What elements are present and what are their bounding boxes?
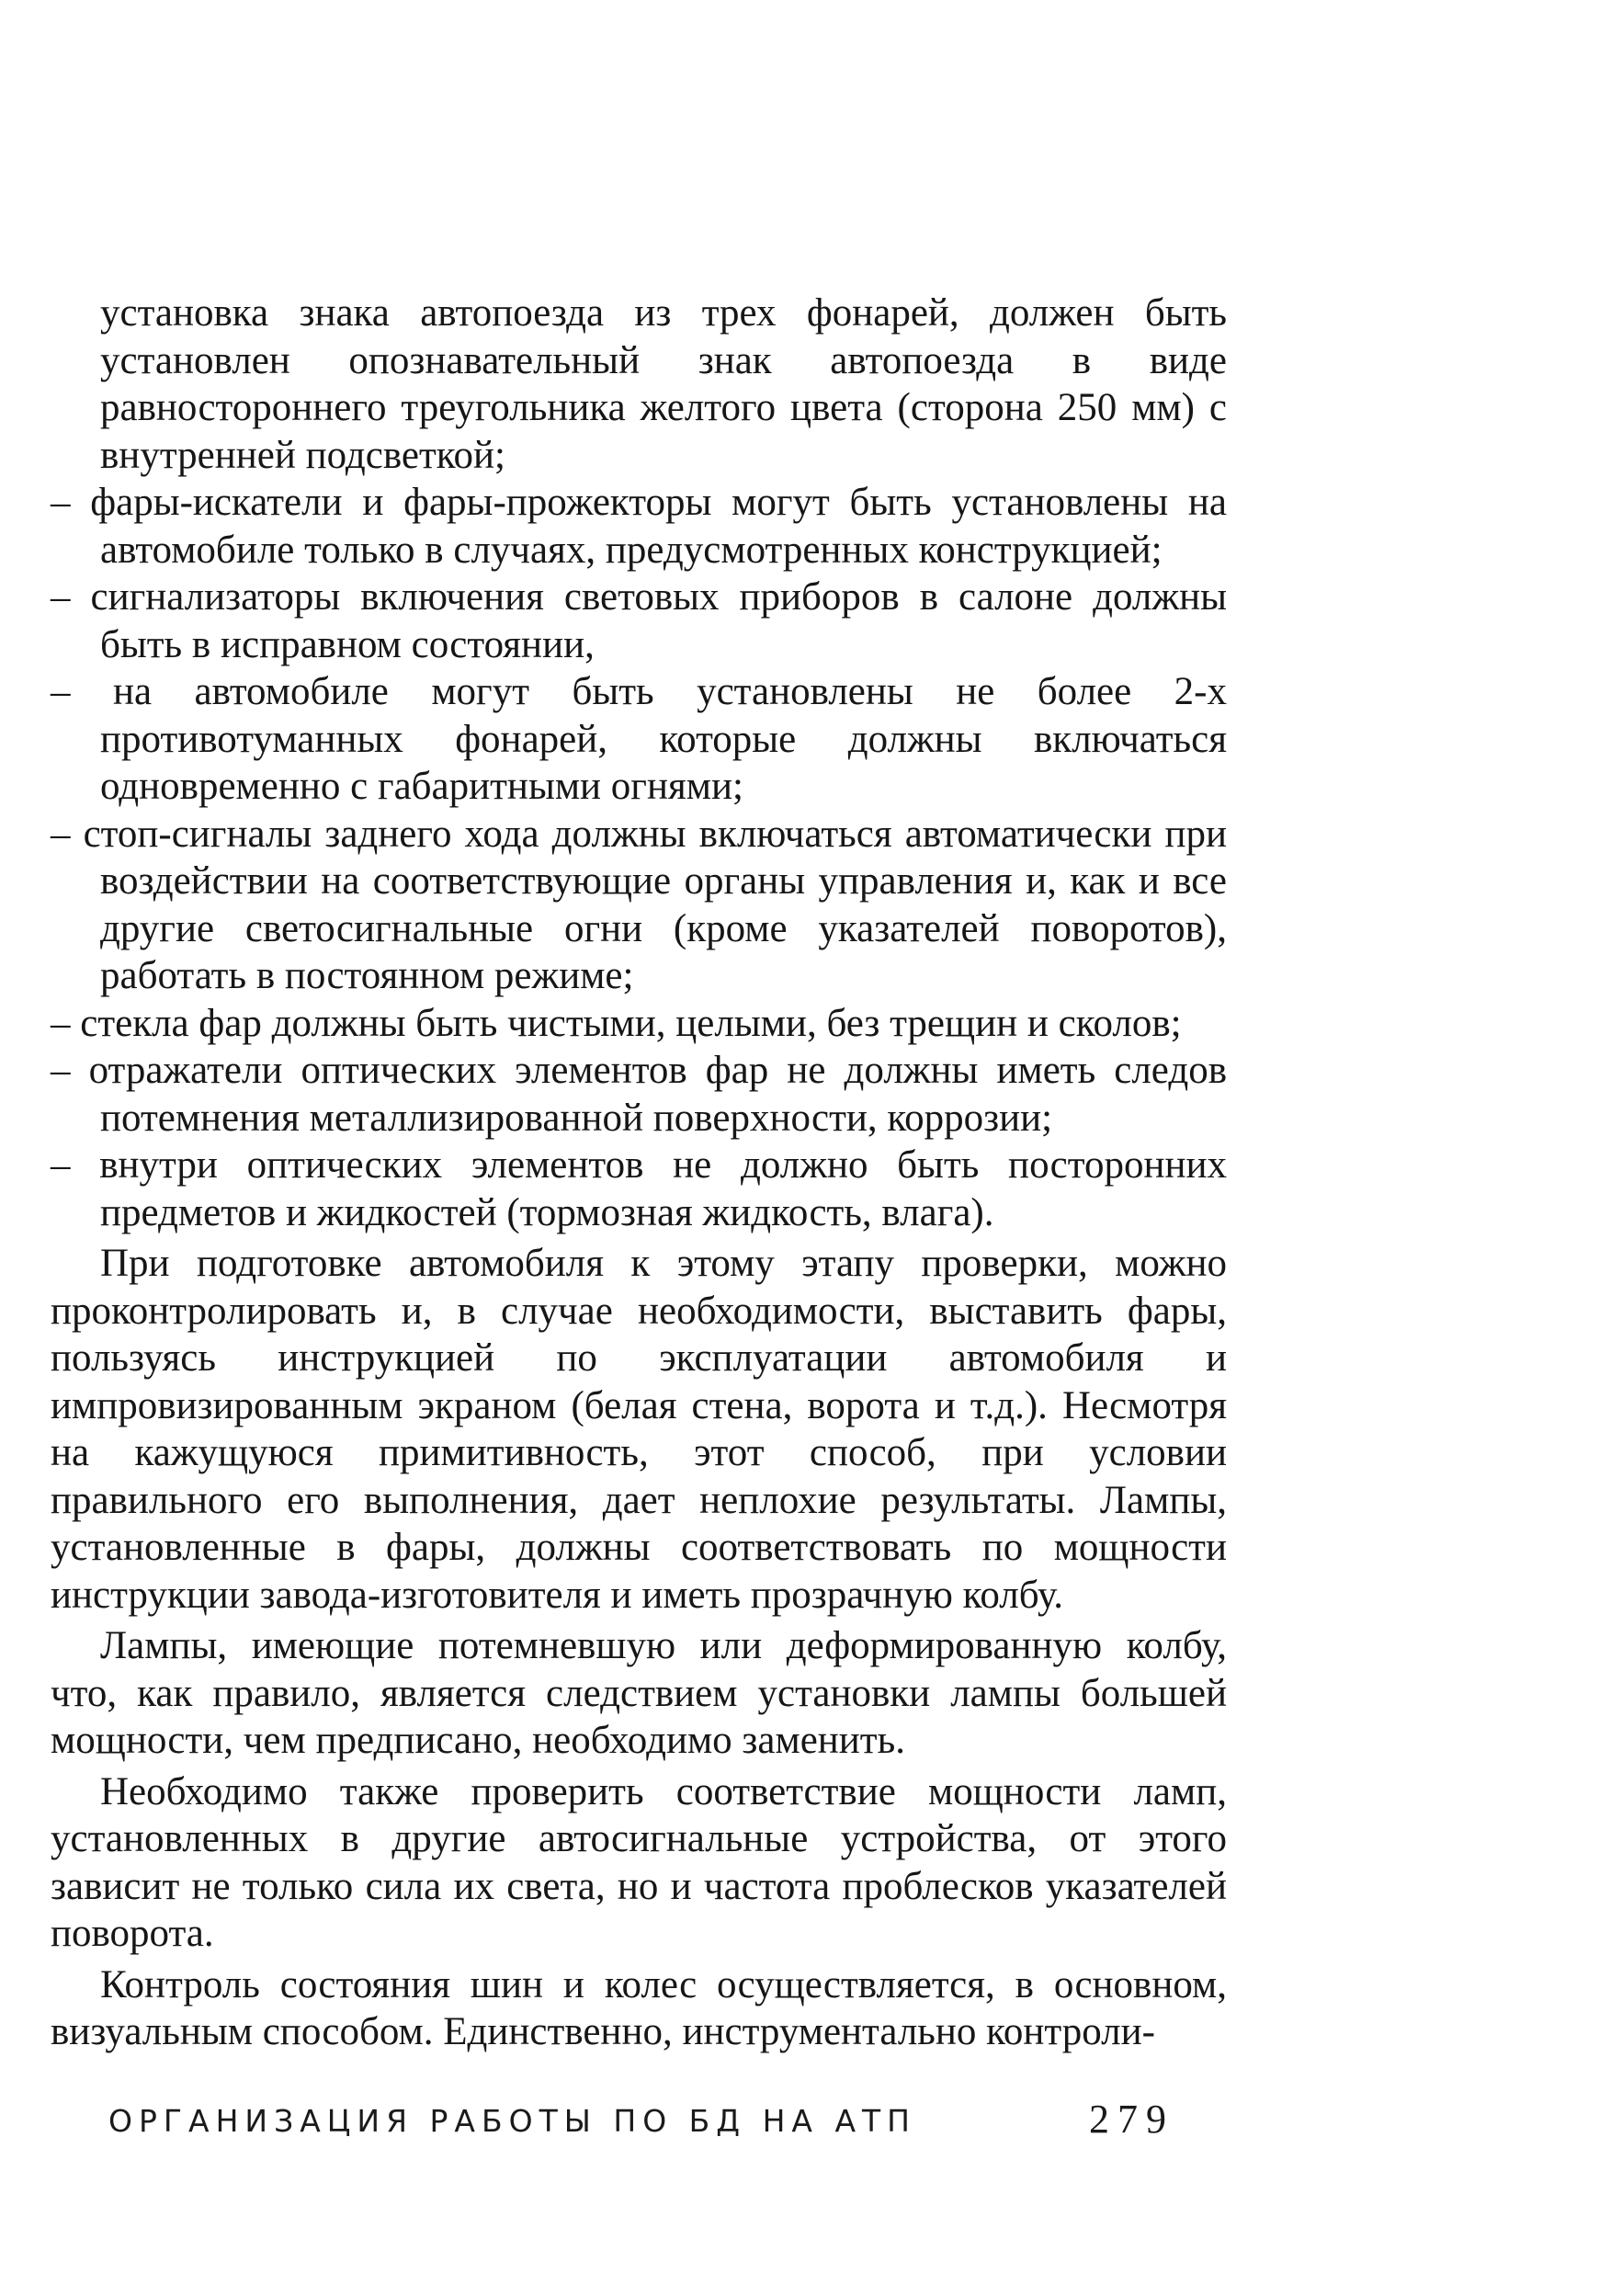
list-item: – сигнализаторы включения световых приборов в салоне должны быть в исправном состоянии, xyxy=(51,575,1227,666)
page-number: 279 xyxy=(1089,2097,1174,2142)
running-title: ОРГАНИЗАЦИЯ РАБОТЫ ПО БД НА АТП xyxy=(108,2103,916,2139)
list-item: – отражатели оптических элементов фар не должны иметь следов потемнения металлизированной поверхности, коррозии; xyxy=(51,1049,1227,1140)
list-item: – на автомобиле могут быть установлены не более 2-х противотуманных фонарей, которые должны включаться одновременно с габаритными огнями; xyxy=(51,670,1227,808)
paragraph: При подготовке автомобиля к этому этапу проверки, можно проконтролировать и, в случае необходимости, выставить фары, пользуясь инструкцией по эксплуатации автомобиля и импровизированным экраном (белая стена, ворота и т.д.). Несмотря на кажущуюся примитивность, этот способ, при условии правильного его выполнения, дает неплохие результаты. Лампы, установленные в фары, должны соответствовать по мощности инструкции завода-изготовителя и иметь прозрачную колбу. xyxy=(51,1242,1227,1617)
paragraph: Необходимо также проверить соответствие мощности ламп, установленных в другие автосигнальные устройства, от этого зависит не только сила их света, но и частота проблесков указателей поворота. xyxy=(51,1769,1227,1955)
body-text xyxy=(51,290,1227,2056)
continued-text: установка знака автопоезда из трех фонарей, должен быть установлен опознавательный знак автопоезда в виде равностороннего треугольника желтого цвета (сторона 250 мм) с внутренней подсветкой; xyxy=(100,291,1227,477)
list-item: – фары-искатели и фары-прожекторы могут быть установлены на автомобиле только в случаях, предусмотренных конструкцией; xyxy=(51,481,1227,572)
paragraph: Контроль состояния шин и колес осуществляется, в основном, визуальным способом. Единственно, инструментально контроли- xyxy=(51,1962,1227,2053)
list-item: – стоп-сигналы заднего хода должны включаться автоматически при воздействии на соответствующие органы управления и, как и все другие светосигнальные огни (кроме указателей поворотов), работать в постоянном режиме; xyxy=(51,812,1227,997)
list-item: – внутри оптических элементов не должно быть посторонних предметов и жидкостей (тормозная жидкость, влага). xyxy=(51,1143,1227,1234)
list-item: – стекла фар должны быть чистыми, целыми, без трещин и сколов; xyxy=(51,1001,1182,1045)
paragraph: Лампы, имеющие потемневшую или деформированную колбу, что, как правило, является следствием установки лампы большей мощности, чем предписано, необходимо заменить. xyxy=(51,1624,1227,1762)
